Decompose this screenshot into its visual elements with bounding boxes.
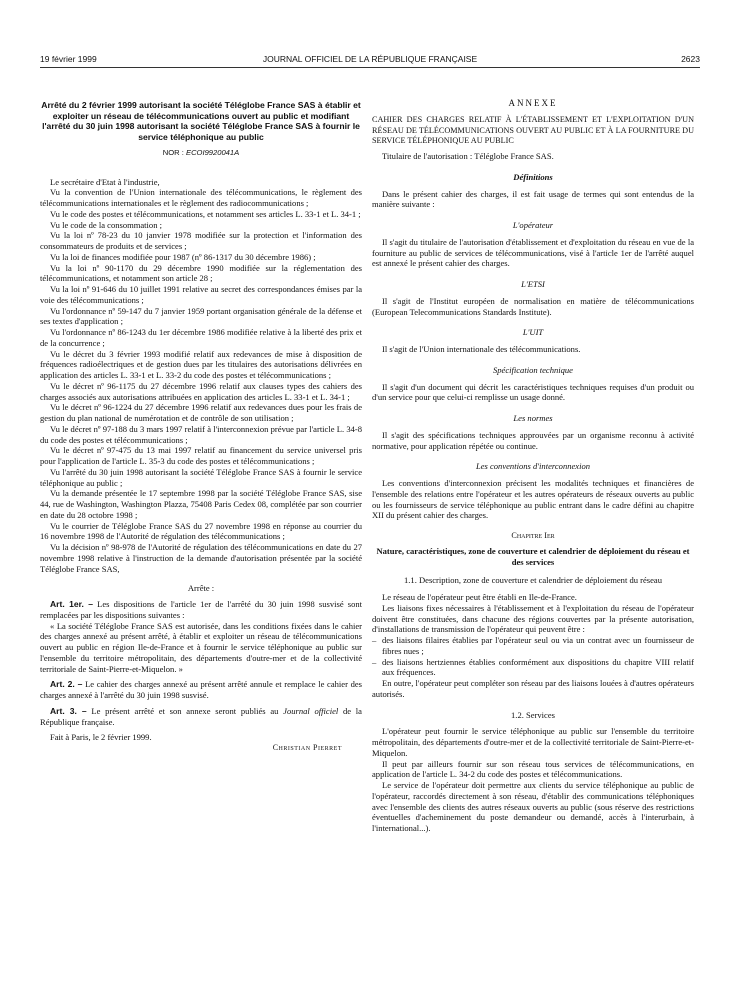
- article-3-text-b: de la République française.: [40, 705, 362, 727]
- section-1-2-p2: Il peut par ailleurs fournir sur son réseau tous services de télécommunications, en application de l'article L. 34-2 du code des postes et télécommunications.: [372, 758, 694, 780]
- chapter-label: Chapitre Ier: [511, 531, 555, 540]
- section-1-2-p1: L'opérateur peut fournir le service téléphonique au public sur l'ensemble du territoire métropolitain, des départements d'outre-mer et de la collectivité territoriale de Saint-Pierre-et-Miquelon.: [372, 726, 694, 758]
- visa-13: Vu le décret nº 97-188 du 3 mars 1997 relatif à l'interconnexion prévue par l'article L. 34-8 du code des postes et télécommunications ;: [40, 423, 362, 445]
- visa-16: Vu la demande présentée le 17 septembre 1998 par la société Téléglobe France SAS, sise 44, rue de Washington, Washington Plazza, 75408 Paris Cedex 08, complétée par son courrier en date du 28 octobre 1998 ;: [40, 488, 362, 520]
- nor-reference: [40, 148, 362, 159]
- section-1-2-title: 1.2. Services: [511, 709, 555, 720]
- right-column: [372, 98, 694, 834]
- article-1-label: Art. 1er. –: [50, 599, 93, 610]
- article-2-label: Art. 2. –: [50, 679, 83, 690]
- section-1-1-p3: En outre, l'opérateur peut compléter son réseau par des liaisons louées à d'autres opérateurs autorisés.: [372, 678, 694, 699]
- page-header: [40, 54, 700, 68]
- article-3-label: Art. 3. –: [50, 705, 87, 716]
- done-at-paris: Fait à Paris, le 2 février 1999.: [50, 732, 152, 743]
- visa-5: Vu la loi de finances modifiée pour 1987 (nº 86-1317 du 30 décembre 1986) ;: [50, 251, 316, 262]
- section-1-1-item-1-text: des liaisons filaires établies par l'opérateur seul ou via un contrat avec un fournisseur de fibres nues ;: [382, 635, 694, 656]
- section-1-1-item-2-text: des liaisons hertziennes établies conformément aux dispositions du chapitre VIII relatif aux fréquences.: [382, 656, 694, 678]
- visa-8: Vu l'ordonnance nº 59-147 du 7 janvier 1959 portant organisation générale de la défense et ses textes d'application ;: [40, 305, 362, 327]
- chapter-title: Nature, caractéristiques, zone de couverture et calendrier de déploiement du réseau et des services: [376, 545, 690, 567]
- header-page-number: 2623: [681, 54, 700, 64]
- article-1-quote: « La société Téléglobe France SAS est autorisée, dans les conditions fixées dans le cahier des charges annexé au présent arrêté, à établir et exploiter un réseau de télécommunications ouvert au public en région Ile-de-France et à fournir le service téléphonique au public sur l'ensemble du territoire métropolitain, des départements d'outre-mer et de la collectivité territoriale de Saint-Pierre-et-Miquelon. »: [40, 620, 362, 674]
- visa-17: Vu le courrier de Téléglobe France SAS du 27 novembre 1998 en réponse au courrier du 16 novembre 1998 de l'Autorité de régulation des télécommunications ;: [40, 520, 362, 542]
- conventions-heading: Les conventions d'interconnexion: [475, 461, 591, 472]
- header-journal-title: JOURNAL OFFICIEL DE LA RÉPUBLIQUE FRANÇAISE: [262, 54, 478, 64]
- etsi-heading: L'ETSI: [521, 279, 545, 289]
- article-2-text: Le cahier des charges annexé au présent arrêté annule et remplace le cahier des charges annexé à l'arrêté du 30 juin 1998 susvisé.: [40, 679, 362, 701]
- definitions-heading: Définitions: [513, 171, 553, 182]
- definitions-text: Dans le présent cahier des charges, il est fait usage de termes qui sont entendus de la manière suivante :: [372, 188, 694, 210]
- operateur-text: Il s'agit du titulaire de l'autorisation d'établissement et d'exploitation du réseau en vue de la fourniture au public de services de télécommunications, visé à l'article 1er de l'arrêté auquel est annexé le présent cahier des charges.: [372, 236, 694, 269]
- annexe-heading: ANNEXE: [508, 98, 558, 108]
- section-1-1-title: 1.1. Description, zone de couverture et calendrier de déploiement du réseau: [404, 575, 662, 586]
- visa-4: Vu la loi nº 78-23 du 10 janvier 1978 modifiée sur la protection et l'information des consommateurs de produits et de services ;: [40, 230, 362, 252]
- arrete-heading: Arrête :: [187, 583, 215, 594]
- article-3-journal: Journal officiel: [283, 705, 339, 716]
- specification-heading: Spécification technique: [493, 364, 573, 375]
- section-1-2-p3: Le service de l'opérateur doit permettre aux clients du service téléphonique au public de l'opérateur, raccordés directement à son réseau, d'établir des communications téléphoniques avec l'ensemble des clients des autres réseaux ouverts au public (sous réserve des restrictions éventuelles d'acheminement du poste demandeur ou demandé, accès à l'interurbain, à l'international...).: [372, 780, 694, 833]
- header-rule: [40, 67, 700, 68]
- article-3-text-a: Le présent arrêté et son annexe seront publiés au: [86, 705, 284, 716]
- section-1-1-p1: Le réseau de l'opérateur peut être établi en Ile-de-France.: [382, 592, 577, 602]
- visa-10: Vu le décret du 3 février 1993 modifié relatif aux redevances de mise à disposition de fréquences radioélectriques et de gestion dues par les titulaires des autorisations délivrées en application des articles L. 33-1 et L. 33-2 du code des postes et télécommunications ;: [40, 348, 362, 381]
- specification-text: Il s'agit d'un document qui décrit les caractéristiques techniques requises d'un produit ou d'un service pour que celui-ci remplisse un usage donné.: [372, 381, 694, 403]
- visa-9: Vu l'ordonnance nº 86-1243 du 1er décembre 1986 modifiée relative à la liberté des prix et de la concurrence ;: [40, 327, 362, 348]
- titulaire: Titulaire de l'autorisation : Téléglobe France SAS.: [382, 151, 554, 161]
- nor-label: NOR :: [162, 147, 186, 157]
- etsi-text: Il s'agit de l'Institut européen de normalisation en matière de télécommunications (European Telecommunications Standards Institute).: [372, 295, 694, 317]
- visa-15: Vu l'arrêté du 30 juin 1998 autorisant la société Téléglobe France SAS à fournir le service téléphonique au public ;: [40, 466, 362, 488]
- signature: Christian Pierret: [272, 743, 342, 753]
- visa-7: Vu la loi nº 91-646 du 10 juillet 1991 relative au secret des correspondances émises par la voie des télécommunications ;: [40, 284, 362, 305]
- uit-text: Il s'agit de l'Union internationale des télécommunications.: [382, 344, 581, 354]
- section-1-1-item-2: – des liaisons hertziennes établies conformément aux dispositions du chapitre VIII relatif aux fréquences.: [372, 656, 694, 678]
- article-1-text: Les dispositions de l'article 1er de l'arrêté du 30 juin 1998 susvisé sont remplacées par les dispositions suivantes :: [40, 599, 363, 620]
- nor-code: ECOI9920041A: [186, 147, 240, 157]
- visa-12: Vu le décret nº 96-1224 du 27 décembre 1996 relatif aux redevances dues pour les frais de gestion du plan national de numérotation et de contrôle de son utilisation ;: [40, 402, 362, 424]
- visa-0: Le secrétaire d'Etat à l'industrie,: [50, 176, 160, 187]
- uit-heading: L'UIT: [522, 327, 544, 338]
- article-3: [40, 706, 362, 728]
- operateur-heading: L'opérateur: [512, 220, 554, 230]
- normes-text: Il s'agit des spécifications techniques approuvées par un organisme reconnu à activité normative, pour application répétée ou continue.: [372, 429, 694, 451]
- visa-6: Vu la loi nº 90-1170 du 29 décembre 1990 modifiée sur la réglementation des télécommunications, et notamment son article 28 ;: [40, 262, 362, 284]
- article-2: [40, 679, 362, 701]
- visa-3: Vu le code de la consommation ;: [50, 219, 162, 230]
- left-column: [40, 100, 362, 754]
- article-1: [40, 599, 362, 621]
- visa-2: Vu le code des postes et télécommunications, et notamment ses articles L. 33-1 et L. 34-1 ;: [50, 208, 361, 219]
- header-date: 19 février 1999: [40, 54, 97, 64]
- normes-heading: Les normes: [513, 413, 553, 423]
- visa-18: Vu la décision nº 98-978 de l'Autorité de régulation des télécommunications en date du 27 novembre 1998 relative à l'instruction de la demande d'autorisation présentée par la société Téléglobe France SAS,: [40, 542, 362, 574]
- section-1-1-p2: Les liaisons fixes nécessaires à l'établissement et à l'exploitation du réseau de l'opérateur doivent être constituées, dans chacune des régions couvertes par la présente autorisation, d'installations de transmission de l'opérateur qui peuvent être :: [372, 602, 694, 635]
- decree-title: Arrêté du 2 février 1999 autorisant la société Téléglobe France SAS à établir et exploiter un réseau de télécommunications ouvert au public et modifiant l'arrêté du 30 juin 1998 autorisant la société Téléglobe France SAS à fournir le service téléphonique au public: [41, 100, 361, 143]
- visa-1: Vu la convention de l'Union internationale des télécommunications, le règlement des télécommunications internationales et le règlement des radiocommunications ;: [40, 187, 362, 209]
- cahier-title: CAHIER DES CHARGES RELATIF À L'ÉTABLISSEMENT ET L'EXPLOITATION D'UN RÉSEAU DE TÉLÉCOMMUNICATIONS OUVERT AU PUBLIC ET À LA FOURNITURE DU SERVICE TÉLÉPHONIQUE AU PUBLIC: [372, 114, 694, 146]
- visa-11: Vu le décret nº 96-1175 du 27 décembre 1996 relatif aux clauses types des cahiers des charges associés aux autorisations attribuées en application des articles L. 33-1 et L. 34-1 ;: [40, 380, 362, 402]
- section-1-1-item-1: – des liaisons filaires établies par l'opérateur seul ou via un contrat avec un fournisseur de fibres nues ;: [372, 635, 694, 656]
- conventions-text: Les conventions d'interconnexion précisent les modalités techniques et financières de l'ensemble des relations entre l'opérateur et les autres opérateurs de réseaux ouverts au public ou les fournisseurs de service téléphonique au public entrant dans le cadre défini au chapitre XII du présent cahier des charges.: [372, 478, 694, 521]
- visa-14: Vu le décret nº 97-475 du 13 mai 1997 relatif au financement du service universel pris pour l'application de l'article L. 35-3 du code des postes et télécommunications ;: [40, 445, 362, 467]
